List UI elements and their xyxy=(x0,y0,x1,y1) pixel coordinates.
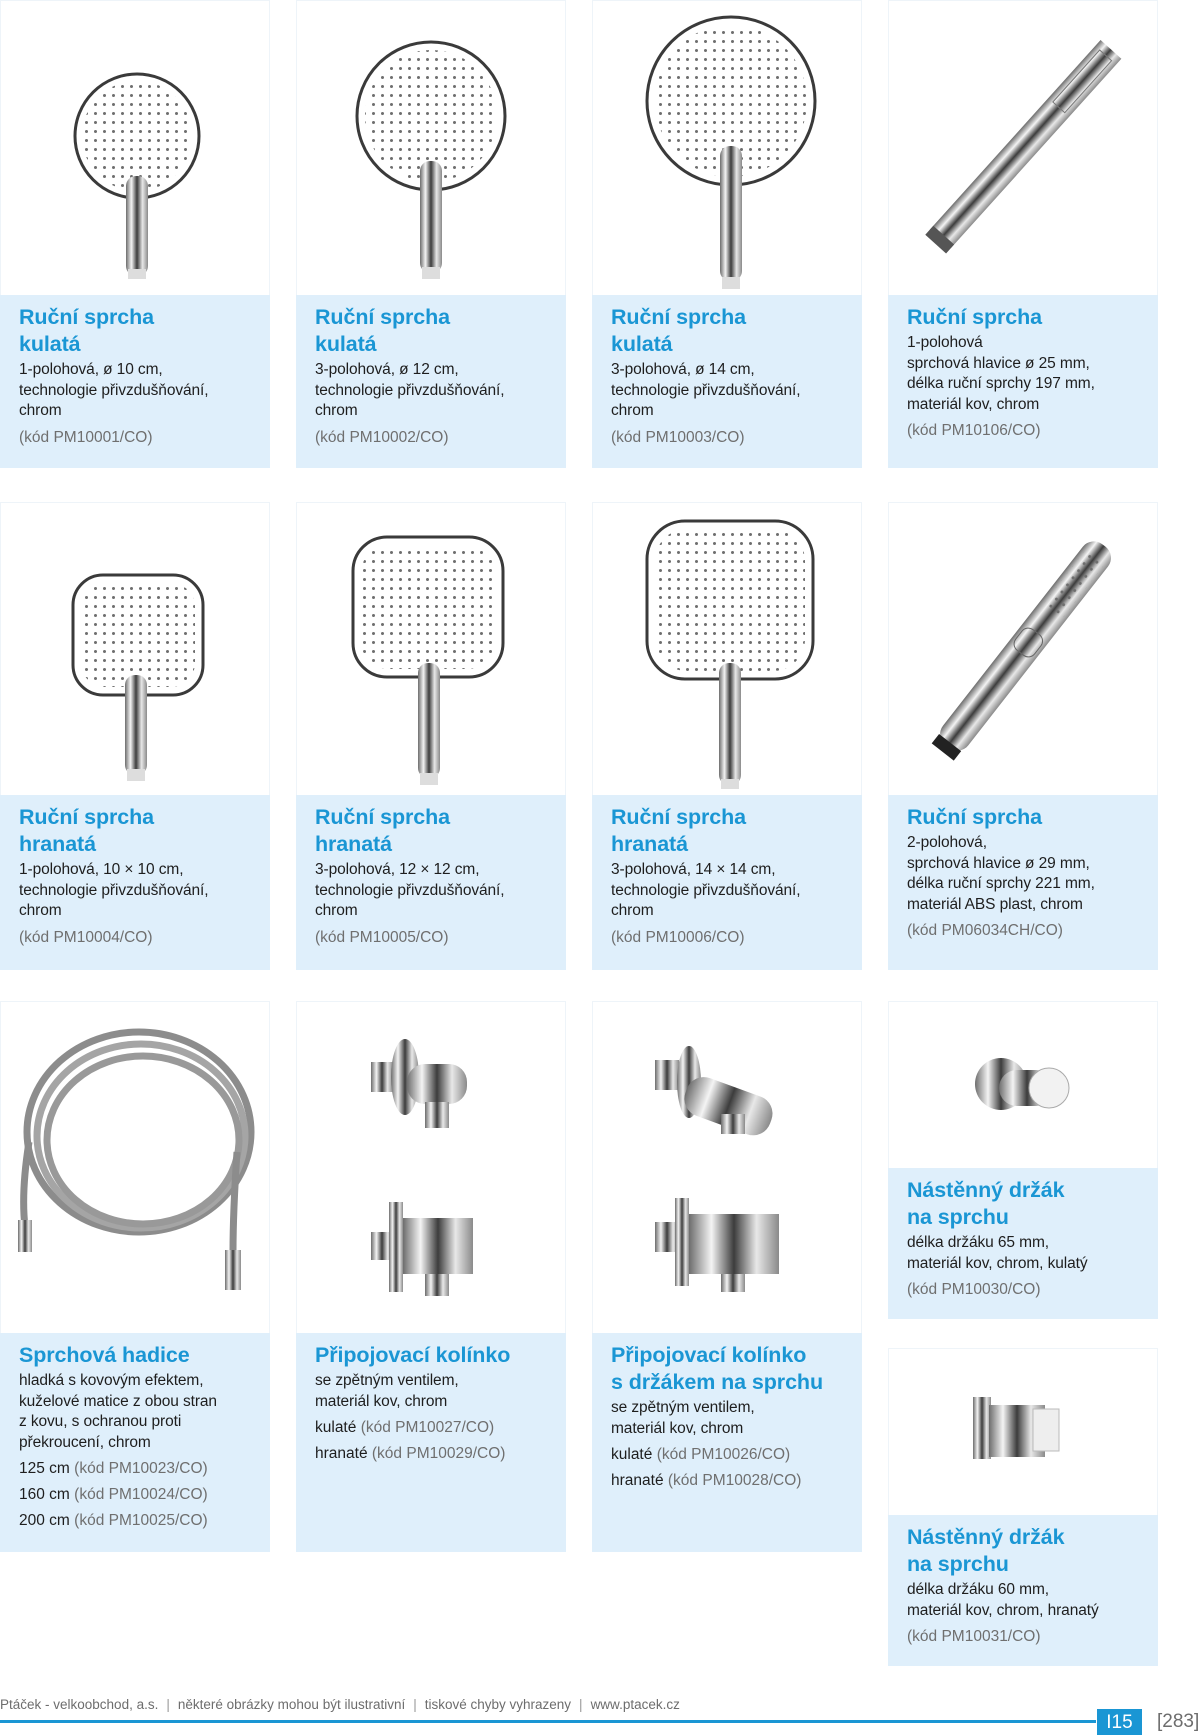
product-card[interactable] xyxy=(296,1001,566,1552)
footer-website-link[interactable]: www.ptacek.cz xyxy=(590,1697,680,1712)
shower-hose-icon xyxy=(1,1002,269,1334)
product-card[interactable] xyxy=(592,502,862,970)
product-title: Ruční sprcha xyxy=(611,805,747,829)
product-title: Připojovací kolínko xyxy=(315,1343,511,1367)
product-card[interactable] xyxy=(592,1001,862,1552)
footer-divider xyxy=(0,1720,1096,1723)
page-number: [283] xyxy=(1157,1711,1200,1732)
product-image xyxy=(888,1348,1158,1515)
product-description: 1-polohová, ø 10 cm, technologie přivzdušňování, chrom xyxy=(19,361,209,419)
product-description: 1-polohová, 10 × 10 cm, technologie přivzdušňování, chrom xyxy=(19,861,209,919)
variant-row: hranaté (kód PM10029/CO) xyxy=(315,1445,506,1462)
product-info xyxy=(888,1168,1158,1319)
product-description: 3-polohová, ø 14 cm, technologie přivzdušňování, chrom xyxy=(611,361,801,419)
product-title: Připojovací kolínko xyxy=(611,1343,807,1367)
product-subtitle: hranatá xyxy=(19,832,96,856)
wall-elbow-with-holder-icon xyxy=(593,1002,861,1334)
product-image xyxy=(888,1001,1158,1168)
product-image xyxy=(888,502,1158,795)
round-hand-shower-icon xyxy=(297,1,565,296)
product-image xyxy=(592,1001,862,1333)
product-subtitle: kulatá xyxy=(19,332,81,356)
product-code: (kód PM10106/CO) xyxy=(907,422,1041,439)
square-hand-shower-icon xyxy=(297,503,565,796)
product-card[interactable] xyxy=(296,0,566,468)
product-code: (kód PM10031/CO) xyxy=(907,1628,1041,1645)
product-subtitle: na sprchu xyxy=(907,1552,1009,1576)
stick-hand-shower-icon xyxy=(889,503,1157,796)
variant-row: 200 cm (kód PM10025/CO) xyxy=(19,1512,208,1529)
product-info xyxy=(0,795,270,970)
product-image xyxy=(592,0,862,295)
product-card[interactable] xyxy=(0,1001,270,1552)
variant-row: 160 cm (kód PM10024/CO) xyxy=(19,1486,208,1503)
product-subtitle: hranatá xyxy=(611,832,688,856)
square-wall-holder-icon xyxy=(889,1349,1157,1516)
product-image xyxy=(0,0,270,295)
square-hand-shower-icon xyxy=(1,503,269,796)
product-title: Ruční sprcha xyxy=(19,305,155,329)
product-code: (kód PM06034CH/CO) xyxy=(907,922,1063,939)
round-wall-holder-icon xyxy=(889,1002,1157,1169)
product-description: 2-polohová, sprchová hlavice ø 29 mm, délka ruční sprchy 221 mm, materiál ABS plast, chrom xyxy=(907,834,1095,913)
product-code: (kód PM10004/CO) xyxy=(19,928,153,946)
product-info xyxy=(888,1515,1158,1666)
variant-row: 125 cm (kód PM10023/CO) xyxy=(19,1460,208,1477)
square-hand-shower-icon xyxy=(593,503,861,796)
product-title: Ruční sprcha xyxy=(611,305,747,329)
product-subtitle: kulatá xyxy=(611,332,673,356)
stick-hand-shower-icon xyxy=(889,1,1157,296)
product-code: (kód PM10003/CO) xyxy=(611,428,745,446)
product-image xyxy=(592,502,862,795)
product-description: se zpětným ventilem, materiál kov, chrom xyxy=(315,1372,459,1410)
product-description: 3-polohová, 14 × 14 cm, technologie přivzdušňování, chrom xyxy=(611,861,801,919)
product-description: délka držáku 60 mm, materiál kov, chrom, hranatý xyxy=(907,1581,1099,1619)
product-card[interactable] xyxy=(0,502,270,970)
product-info xyxy=(592,795,862,970)
product-subtitle: kulatá xyxy=(315,332,377,356)
product-image xyxy=(0,502,270,795)
product-code: (kód PM10030/CO) xyxy=(907,1281,1041,1298)
product-image xyxy=(296,0,566,295)
product-code: (kód PM10002/CO) xyxy=(315,428,449,446)
product-description: 3-polohová, 12 × 12 cm, technologie přivzdušňování, chrom xyxy=(315,861,505,919)
footer-company: Ptáček - velkoobchod, a.s. xyxy=(0,1697,159,1712)
product-title: Nástěnný držák xyxy=(907,1525,1065,1549)
product-image xyxy=(296,502,566,795)
product-card[interactable] xyxy=(888,0,1158,468)
product-info xyxy=(0,1333,270,1552)
variant-row: hranaté (kód PM10028/CO) xyxy=(611,1472,802,1489)
variant-row: kulaté (kód PM10027/CO) xyxy=(315,1419,495,1436)
product-title: Ruční sprcha xyxy=(19,805,155,829)
product-card[interactable] xyxy=(888,502,1158,970)
footer-text: Ptáček - velkoobchod, a.s. | některé obrázky mohou být ilustrativní | tiskové chyby vyhrazeny | www.ptacek.cz xyxy=(0,1697,680,1712)
product-info xyxy=(592,1333,862,1552)
section-page-badge: I15 xyxy=(1097,1709,1142,1735)
product-info xyxy=(296,795,566,970)
product-description: 1-polohová sprchová hlavice ø 25 mm, délka ruční sprchy 197 mm, materiál kov, chrom xyxy=(907,334,1095,413)
product-card[interactable] xyxy=(0,0,270,468)
footer-note: některé obrázky mohou být ilustrativní xyxy=(177,1697,406,1712)
product-description: délka držáku 65 mm, materiál kov, chrom, kulatý xyxy=(907,1234,1088,1272)
round-hand-shower-icon xyxy=(593,1,861,296)
product-info xyxy=(296,295,566,468)
round-hand-shower-icon xyxy=(1,1,269,296)
product-card[interactable] xyxy=(888,1348,1158,1666)
product-card[interactable] xyxy=(888,1001,1158,1319)
product-info xyxy=(592,295,862,468)
product-card[interactable] xyxy=(296,502,566,970)
product-title: Nástěnný držák xyxy=(907,1178,1065,1202)
product-title: Ruční sprcha xyxy=(907,305,1043,329)
product-info xyxy=(888,295,1158,468)
product-title: Ruční sprcha xyxy=(315,305,451,329)
product-info xyxy=(0,295,270,468)
product-image xyxy=(296,1001,566,1333)
product-image xyxy=(888,0,1158,295)
product-subtitle: na sprchu xyxy=(907,1205,1009,1229)
product-code: (kód PM10001/CO) xyxy=(19,428,153,446)
variant-row: kulaté (kód PM10026/CO) xyxy=(611,1446,791,1463)
product-title: Ruční sprcha xyxy=(315,805,451,829)
product-info xyxy=(888,795,1158,970)
product-code: (kód PM10006/CO) xyxy=(611,928,745,946)
footer-note: tiskové chyby vyhrazeny xyxy=(424,1697,572,1712)
product-title: Sprchová hadice xyxy=(19,1343,190,1367)
wall-elbow-icon xyxy=(297,1002,565,1334)
product-card[interactable] xyxy=(592,0,862,468)
product-description: 3-polohová, ø 12 cm, technologie přivzdušňování, chrom xyxy=(315,361,505,419)
product-description: hladká s kovovým efektem, kuželové matice z obou stran z kovu, s ochranou proti překroucení, chrom xyxy=(19,1372,217,1451)
product-info xyxy=(296,1333,566,1552)
product-subtitle: hranatá xyxy=(315,832,392,856)
product-description: se zpětným ventilem, materiál kov, chrom xyxy=(611,1399,755,1437)
product-image xyxy=(0,1001,270,1333)
product-subtitle: s držákem na sprchu xyxy=(611,1370,823,1394)
product-code: (kód PM10005/CO) xyxy=(315,928,449,946)
product-title: Ruční sprcha xyxy=(907,805,1043,829)
